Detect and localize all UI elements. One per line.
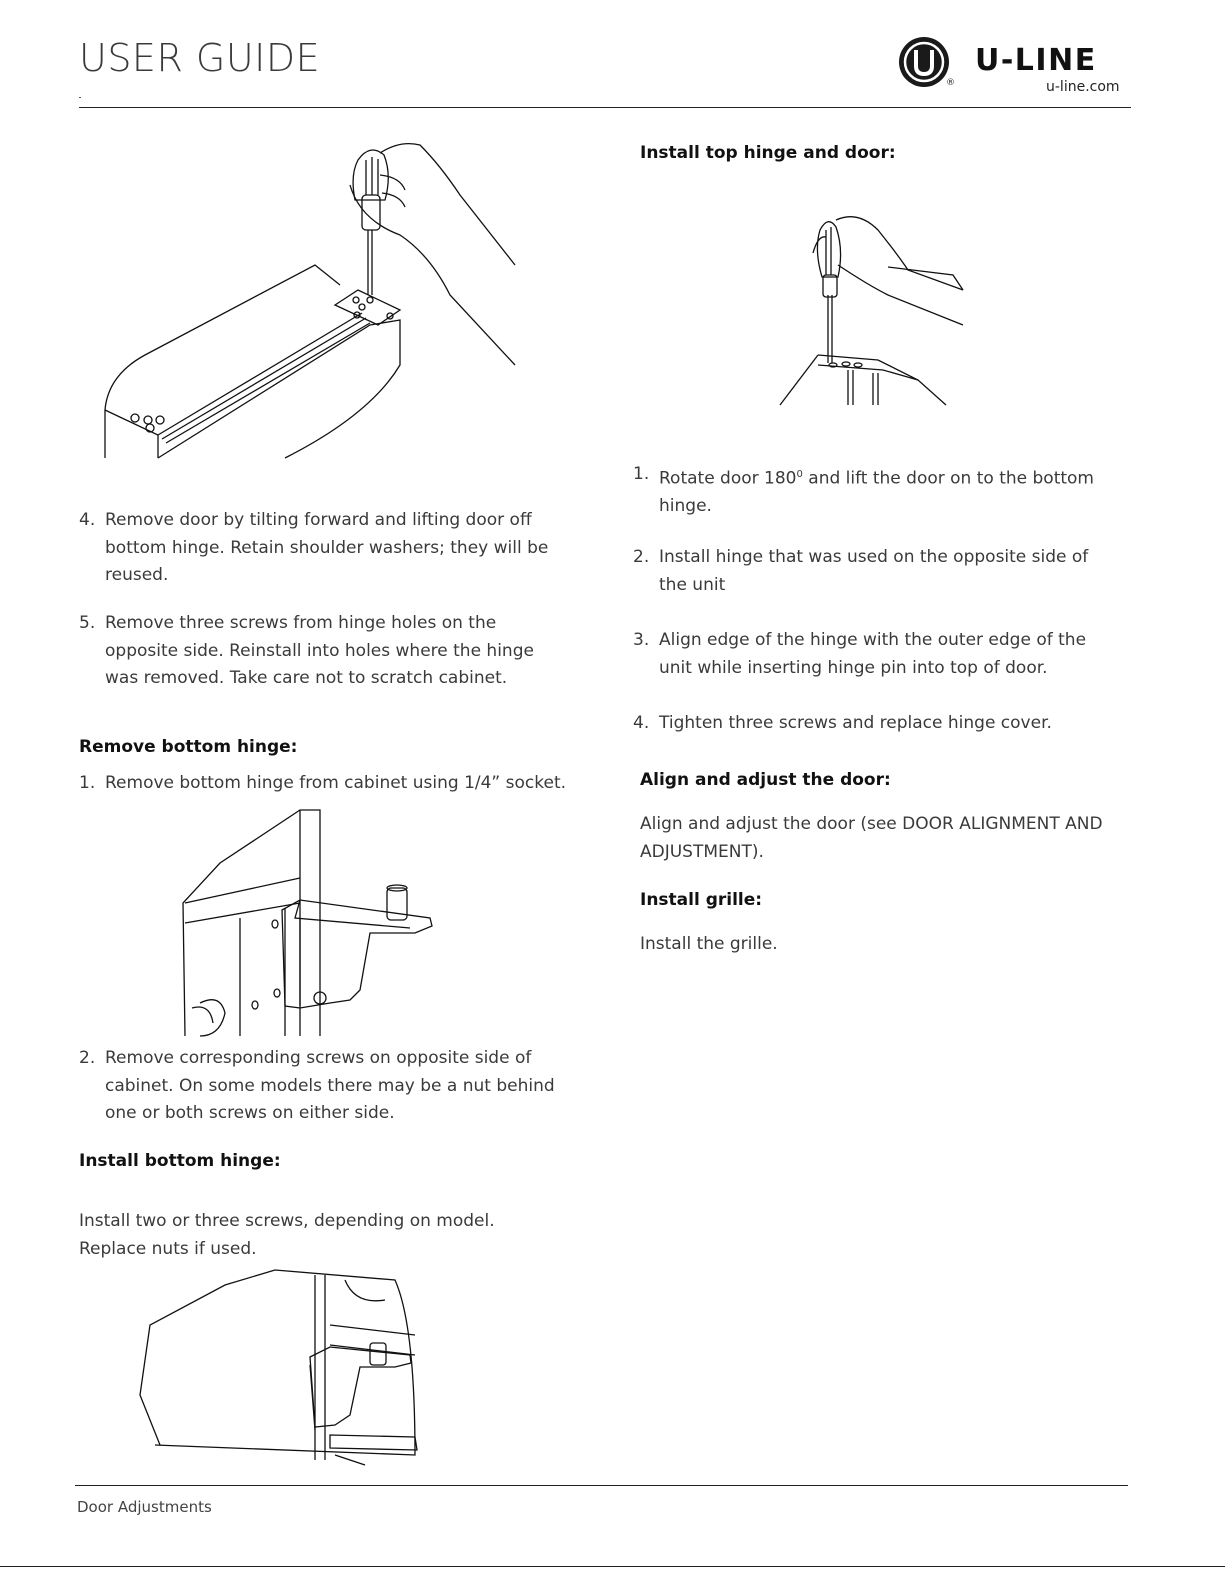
top-hinge-removal-illustration xyxy=(100,135,530,460)
dot-mark xyxy=(79,97,81,98)
website-link[interactable]: u-line.com xyxy=(1046,79,1120,95)
step-text: Install hinge that was used on the opposite side of the unit xyxy=(659,547,1089,595)
section-heading: Install grille: xyxy=(640,890,763,910)
list-item xyxy=(633,710,1103,738)
step-number: 4. xyxy=(79,510,96,530)
footer-text: Door Adjustments xyxy=(77,1498,212,1516)
section-heading: Remove bottom hinge: xyxy=(79,737,298,757)
list-item xyxy=(79,610,569,693)
step-text: Remove door by tilting forward and lifting door off bottom hinge. Retain shoulder washers; they will be reused. xyxy=(105,510,549,585)
list-item xyxy=(79,770,569,798)
brand-name: U-LINE xyxy=(975,43,1097,78)
bottom-hinge-illustration xyxy=(180,808,440,1038)
step-number: 3. xyxy=(633,630,650,650)
install-bottom-hinge-illustration xyxy=(135,1265,425,1470)
page-title: USER GUIDE xyxy=(79,36,321,80)
paragraph-line: Replace nuts if used. xyxy=(79,1239,257,1259)
step-number: 4. xyxy=(633,713,650,733)
step-text: Tighten three screws and replace hinge cover. xyxy=(659,713,1052,733)
page-edge-rule xyxy=(0,1566,1225,1567)
section-heading: Install bottom hinge: xyxy=(79,1151,281,1171)
list-item xyxy=(633,544,1103,599)
top-hinge-install-illustration xyxy=(778,205,968,410)
registered-mark: ® xyxy=(946,78,955,88)
step-text: Remove corresponding screws on opposite side of cabinet. On some models there may be a nut behind one or both screws on either side. xyxy=(105,1048,555,1123)
step-number: 5. xyxy=(79,613,96,633)
step-text: Remove three screws from hinge holes on the opposite side. Reinstall into holes where the hinge was removed. Take care not to scratch cabinet. xyxy=(105,613,534,688)
step-number: 2. xyxy=(633,547,650,567)
step-number: 2. xyxy=(79,1048,96,1068)
list-item xyxy=(79,507,569,590)
list-item xyxy=(633,461,1103,521)
step-text: Align edge of the hinge with the outer edge of the unit while inserting hinge pin into top of door. xyxy=(659,630,1087,678)
paragraph-line: Install two or three screws, depending on model. xyxy=(79,1211,495,1231)
step-text: Remove bottom hinge from cabinet using 1/4” socket. xyxy=(105,773,567,793)
header-rule xyxy=(79,107,1131,108)
section-heading: Install top hinge and door: xyxy=(640,143,896,163)
section-heading: Align and adjust the door: xyxy=(640,770,891,790)
paragraph: Install the grille. xyxy=(640,934,778,954)
paragraph: Align and adjust the door (see DOOR ALIGNMENT AND ADJUSTMENT). xyxy=(640,814,1103,862)
step-number: 1. xyxy=(79,773,96,793)
list-item xyxy=(79,1045,569,1128)
footer-rule xyxy=(75,1485,1128,1486)
list-item xyxy=(633,627,1103,682)
step-text: Rotate door $180^0$ and lift the door on to the bottom hinge. xyxy=(659,468,1094,517)
step-number: 1. xyxy=(633,464,650,484)
u-line-logo-icon xyxy=(898,36,952,90)
